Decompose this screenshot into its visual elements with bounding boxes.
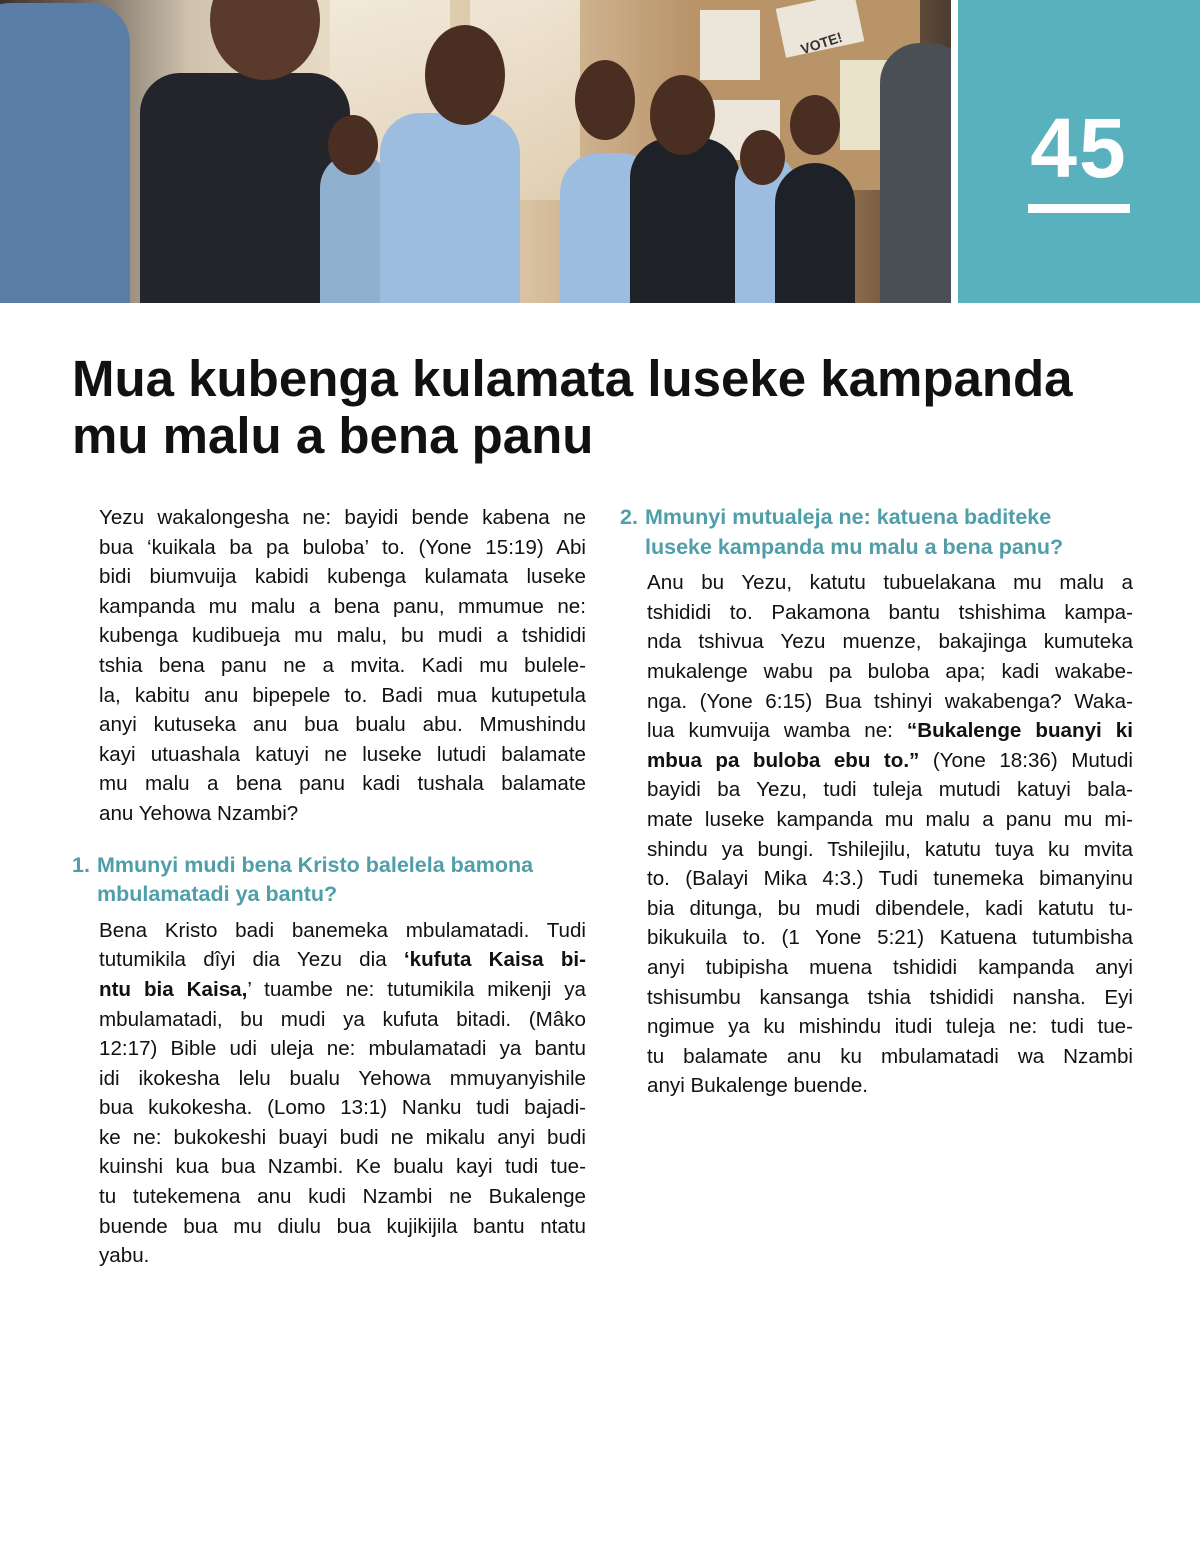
text-line [99,533,586,563]
intro-paragraph [99,503,586,829]
heading-line: luseke kampanda mu malu a bena panu? [645,534,1064,559]
text: nga. (Yone 6:15) Bua tshinyi wakabenga? Waka- [647,689,1133,713]
text: ’ tuambe ne: tutumikila mikenji ya [247,977,586,1001]
text-line [99,769,586,799]
text: kampanda mu malu a bena panu, mmumue ne: [99,594,586,618]
person [630,138,740,303]
text-line [99,1034,586,1064]
section-heading [620,503,1133,562]
person [380,113,520,303]
section-number: 1. [72,852,90,877]
text-line [647,923,1133,953]
header-photo [0,0,951,303]
text-line [99,1005,586,1035]
text-line [99,1152,586,1182]
text: tshia bena panu ne a mvita. Kadi mu bulele- [99,653,586,677]
heading-line: Mmunyi mutualeja ne: katuena baditeke [645,505,1052,529]
text-line [99,740,586,770]
title-line: mu malu a bena panu [72,407,594,464]
text-line [647,1012,1133,1042]
text-line [647,953,1133,983]
text: bua kukokesha. (Lomo 13:1) Nanku tudi bajadi- [99,1096,586,1120]
text-line [99,681,586,711]
text-line [647,627,1133,657]
bold-text: ntu bia Kaisa, [99,977,248,1001]
text-line [99,975,586,1005]
left-column [72,503,586,1271]
text-line [647,746,1133,776]
text-line [99,1064,586,1094]
right-column [620,503,1133,1101]
lesson-number: 45 [1030,101,1128,195]
text: (Yone 18:36) Mutudi [919,748,1134,772]
bold-text: mbua pa buloba ebu to.” [647,748,920,772]
text: bidi biumvuija kabidi kubenga kulamata luseke [99,565,586,589]
person [880,43,951,303]
text: buende bua mu diulu bua kujikijila bantu ntatu [99,1214,586,1238]
text-line [647,716,1133,746]
text: to. (Balayi Mika 4:3.) Tudi tunemeka bimanyinu [647,867,1133,891]
heading-line: Mmunyi mudi bena Kristo balelela bamona [97,852,534,877]
text: tshisumbu kansanga tshia tshididi nansha. Eyi [647,985,1133,1009]
text: mu malu a bena panu kadi tushala balamate [99,772,586,796]
text-line [99,1093,586,1123]
text: kayi utuashala katuyi ne luseke lutudi balamate [99,742,586,766]
text-line [99,1241,586,1271]
bold-text: “Bukalenge buanyi ki [906,719,1133,743]
text: Yezu wakalongesha ne: bayidi bende kabena ne [99,506,586,529]
section-paragraph [647,568,1133,1101]
text: bayidi ba Yezu, tudi tuleja mutudi katuyi bala- [647,778,1133,802]
text: bua ‘kuikala ba pa buloba’ to. (Yone 15:19) Abi [99,535,586,559]
text: anyi kutuseka anu bua bualu abu. Mmushindu [99,713,586,737]
text: anu Yehowa Nzambi? [99,801,299,825]
text: bia ditunga, bu mudi dibendele, kadi katutu tu- [647,896,1133,920]
text: bikukuila to. (1 Yone 5:21) Katuena tutumbisha [647,926,1133,950]
text-line [99,651,586,681]
bold-text: ‘kufuta Kaisa bi- [403,948,586,972]
photo-sign-text: VOTE! [798,28,845,58]
text-line [647,598,1133,628]
text: nda tshivua Yezu muenze, bakajinga kumuteka [647,630,1133,654]
person [0,3,130,303]
text: idi ikokesha lelu bualu Yehowa mmuyanyishile [99,1066,586,1090]
text: tu balamate anu ku mbulamatadi wa Nzambi [647,1044,1133,1068]
text-line [99,1182,586,1212]
text-line [647,775,1133,805]
text: mate luseke kampanda mu malu a panu mu mi- [647,807,1133,831]
text-line [99,916,586,946]
text: kubenga kudibueja mu malu, bu mudi a tshididi [99,624,586,648]
text: lua kumvuija wamba ne: [647,719,907,743]
text: Bena Kristo badi banemeka mbulamatadi. Tudi [99,918,586,942]
text-line [647,1042,1133,1072]
text-line [99,1123,586,1153]
text: tutumikila dîyi dia Yezu dia [99,948,404,972]
text: 12:17) Bible udi uleja ne: mbulamatadi ya bantu [99,1037,586,1061]
text: anyi Bukalenge buende. [647,1074,868,1098]
section-number: 2. [620,505,638,529]
text-line [99,621,586,651]
text-line [647,687,1133,717]
text-line [647,805,1133,835]
section-paragraph [99,916,586,1271]
text: la, kabitu anu bipepele to. Badi mua kutupetula [99,683,586,707]
text-line [647,894,1133,924]
text-line [647,568,1133,598]
text: kuinshi kua bua Nzambi. Ke bualu kayi tudi tue- [99,1155,586,1179]
text-line [647,864,1133,894]
text-line [647,983,1133,1013]
title-line: Mua kubenga kulamata luseke kampanda [72,350,1073,407]
text: tshididi to. Pakamona bantu tshishima kampa- [647,600,1133,624]
person [140,73,350,303]
text-line [647,835,1133,865]
text: anyi tubipisha muena tshididi kampanda anyi [647,955,1133,979]
text-line [99,592,586,622]
text: shindu ya bungi. Tshilejilu, katutu tuya ku mvita [647,837,1133,861]
text: yabu. [99,1244,150,1268]
section-2 [620,503,1133,1101]
text-line [647,657,1133,687]
text-line [99,562,586,592]
text: Anu bu Yezu, katutu tubuelakana mu malu a [647,571,1133,595]
text-line [99,710,586,740]
text: ke ne: bukokeshi buayi budi ne mikalu anyi budi [99,1125,586,1149]
heading-line: mbulamatadi ya bantu? [97,882,338,907]
text-line [99,503,586,533]
text-line [99,945,586,975]
text: tu tutekemena anu kudi Nzambi ne Bukalenge [99,1185,586,1209]
text: mbulamatadi, bu mudi ya kufuta bitadi. (Mâko [99,1007,586,1031]
section-heading [72,851,586,910]
text: mukalenge wabu pa buloba apa; kadi wakabe- [647,659,1133,683]
lesson-number-underline [1028,204,1130,213]
person [775,163,855,303]
page-title [72,350,1152,464]
section-1 [72,851,586,1271]
text-line [647,1071,1133,1101]
text: ngimue ya ku mishindu itudi tuleja ne: tudi tue- [647,1015,1133,1039]
lesson-number-box [958,0,1200,303]
text-line [99,1212,586,1242]
text-line [99,799,586,829]
